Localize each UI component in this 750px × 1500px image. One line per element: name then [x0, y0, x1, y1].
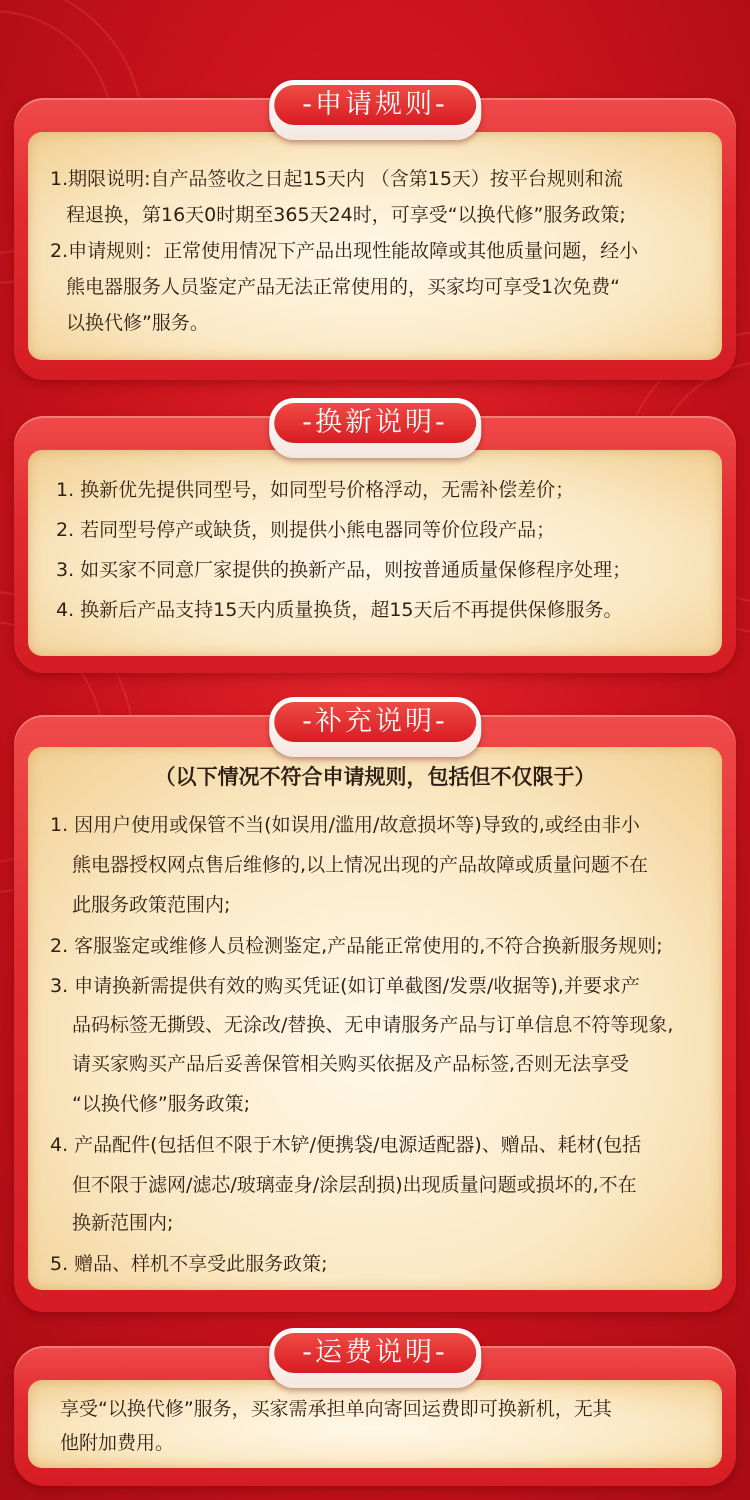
section-title: -换新说明- [274, 403, 476, 443]
line: 享受“以换代修”服务，买家需承担单向寄回运费即可换新机，无其 [60, 1398, 612, 1420]
line: 但不限于滤网/滤芯/玻璃壶身/涂层刮损)出现质量问题或损坏的,不在 [72, 1174, 637, 1196]
line: 5. 赠品、样机不享受此服务政策; [50, 1253, 328, 1275]
line: 1. 因用户使用或保管不当(如误用/滥用/故意损坏等)导致的,或经由非小 [50, 814, 640, 836]
line: 品码标签无撕毁、无涂改/替换、无申请服务产品与订单信息不符等现象, [72, 1014, 674, 1036]
line: 1.期限说明:自产品签收之日起15天内 （含第15天）按平台规则和流 [50, 168, 623, 190]
line: 请买家购买产品后妥善保管相关购买依据及产品标签,否则无法享受 [72, 1053, 630, 1075]
section-title-pill [269, 80, 481, 140]
section-title-pill [269, 697, 481, 757]
line: 1. 换新优先提供同型号，如同型号价格浮动，无需补偿差价； [56, 479, 575, 501]
line: 以换代修”服务。 [66, 312, 209, 334]
line: 熊电器授权网点售后维修的,以上情况出现的产品故障或质量问题不在 [72, 854, 649, 876]
section-title-pill [269, 1328, 481, 1388]
section-title: -申请规则- [274, 85, 476, 125]
line: 3. 申请换新需提供有效的购买凭证(如订单截图/发票/收据等),并要求产 [50, 975, 640, 997]
line: 程退换，第16天0时期至365天24时，可享受“以换代修”服务政策; [66, 204, 626, 226]
section-title-pill [269, 398, 481, 458]
line: 换新范围内; [72, 1212, 174, 1234]
line: 他附加费用。 [60, 1432, 175, 1454]
section-title: -补充说明- [274, 702, 476, 742]
section-replacement-notes [14, 398, 736, 673]
section-shipping-notes [14, 1328, 736, 1486]
line: 3. 如买家不同意厂家提供的换新产品，则按普通质量保修程序处理； [56, 559, 632, 581]
section-supplementary-notes [14, 697, 736, 1312]
line: 熊电器服务人员鉴定产品无法正常使用的，买家均可享受1次免费“ [66, 276, 620, 298]
line: 2. 客服鉴定或维修人员检测鉴定,产品能正常使用的,不符合换新服务规则; [50, 935, 663, 957]
line: 2.申请规则：正常使用情况下产品出现性能故障或其他质量问题，经小 [50, 240, 639, 262]
section-title: -运费说明- [274, 1333, 476, 1373]
line: 4. 换新后产品支持15天内质量换货，超15天后不再提供保修服务。 [56, 599, 623, 621]
line: 2. 若同型号停产或缺货，则提供小熊电器同等价位段产品； [56, 519, 556, 541]
section-application-rules [14, 80, 736, 380]
line: “以换代修”服务政策; [72, 1093, 251, 1115]
line: 4. 产品配件(包括但不限于木铲/便携袋/电源适配器)、赠品、耗材(包括 [50, 1134, 642, 1156]
line: 此服务政策范围内; [72, 894, 231, 916]
section-subtitle: （以下情况不符合申请规则，包括但不仅限于） [154, 765, 596, 789]
